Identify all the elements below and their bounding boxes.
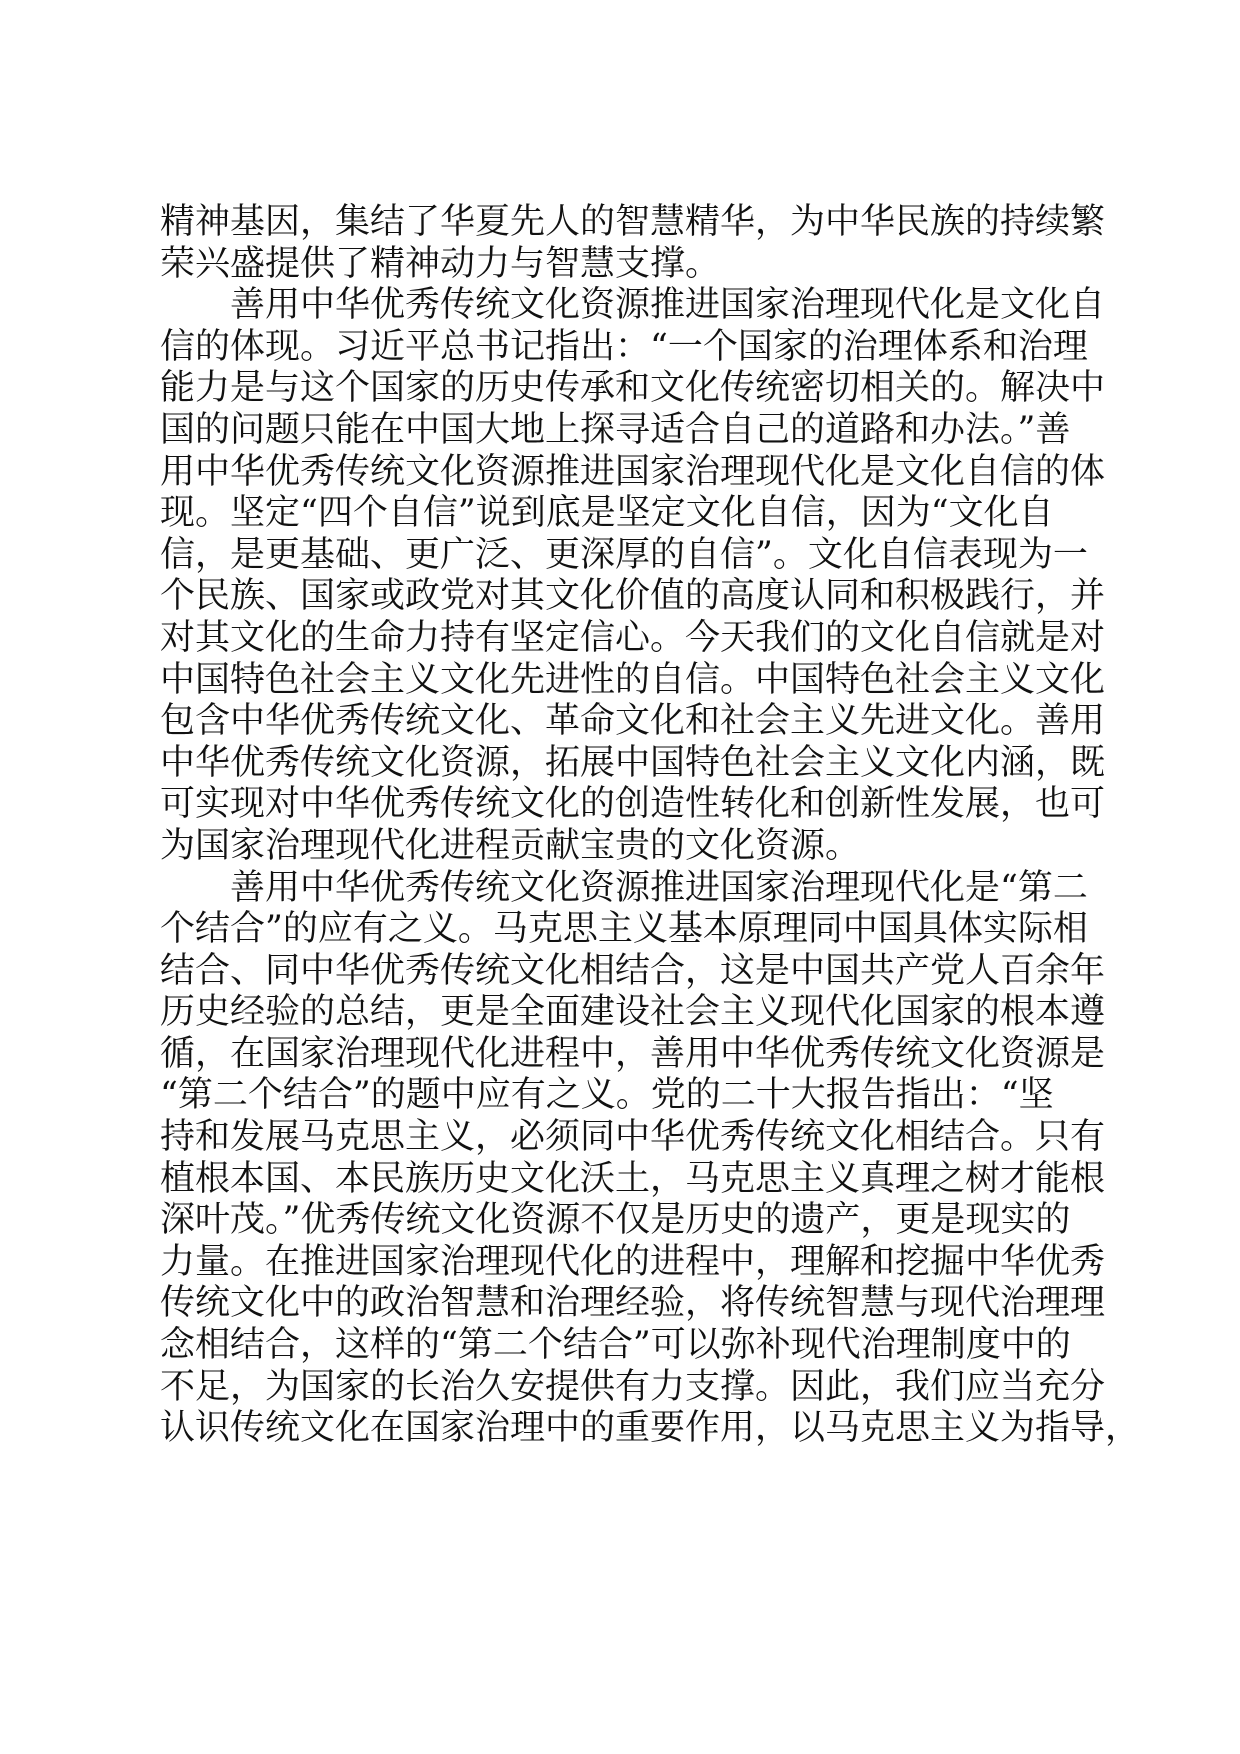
paragraph-2 bbox=[160, 285, 1106, 867]
text-line: 认识传统文化在国家治理中的重要作用，以马克思主义为指导， bbox=[160, 1408, 1141, 1449]
text-line: 不足，为国家的长治久安提供有力支撑。因此，我们应当充分 bbox=[160, 1366, 1106, 1407]
text-line: 循，在国家治理现代化进程中，善用中华优秀传统文化资源是 bbox=[160, 1033, 1106, 1074]
text-line: 能力是与这个国家的历史传承和文化传统密切相关的。解决中 bbox=[160, 368, 1106, 409]
text-line: 历史经验的总结，更是全面建设社会主义现代化国家的根本遵 bbox=[160, 992, 1106, 1033]
text-line: 荣兴盛提供了精神动力与智慧支撑。 bbox=[160, 243, 721, 284]
text-line: 念相结合，这样的“第二个结合”可以弥补现代治理制度中的 bbox=[160, 1325, 1071, 1366]
text-line: 善用中华优秀传统文化资源推进国家治理现代化是文化自 bbox=[230, 285, 1106, 326]
text-line: 个结合”的应有之义。马克思主义基本原理同中国具体实际相 bbox=[160, 909, 1088, 950]
text-line: 善用中华优秀传统文化资源推进国家治理现代化是“第二 bbox=[230, 867, 1088, 908]
text-line: 中国特色社会主义文化先进性的自信。中国特色社会主义文化 bbox=[160, 659, 1106, 700]
text-line: 包含中华优秀传统文化、革命文化和社会主义先进文化。善用 bbox=[160, 701, 1106, 742]
paragraph-3 bbox=[160, 867, 1141, 1450]
text-line: 为国家治理现代化进程贡献宝贵的文化资源。 bbox=[160, 825, 861, 866]
text-line: 信，是更基础、更广泛、更深厚的自信”。文化自信表现为一 bbox=[160, 534, 1088, 575]
text-line: 现。坚定“四个自信”说到底是坚定文化自信，因为“文化自 bbox=[160, 493, 1054, 534]
text-line: 深叶茂。”优秀传统文化资源不仅是历史的遗产，更是现实的 bbox=[160, 1200, 1071, 1241]
text-line: 精神基因，集结了华夏先人的智慧精华，为中华民族的持续繁 bbox=[160, 202, 1106, 242]
text-line: 持和发展马克思主义，必须同中华优秀传统文化相结合。只有 bbox=[160, 1117, 1106, 1158]
text-line: 植根本国、本民族历史文化沃土，马克思主义真理之树才能根 bbox=[160, 1158, 1106, 1199]
text-line: 信的体现。习近平总书记指出：“一个国家的治理体系和治理 bbox=[160, 326, 1088, 367]
paragraph-1 bbox=[160, 202, 1106, 285]
text-line: 个民族、国家或政党对其文化价值的高度认同和积极践行，并 bbox=[160, 576, 1106, 617]
text-line: “第二个结合”的题中应有之义。党的二十大报告指出：“坚 bbox=[160, 1075, 1054, 1116]
text-line: 结合、同中华优秀传统文化相结合，这是中国共产党人百余年 bbox=[160, 950, 1106, 991]
text-line: 力量。在推进国家治理现代化的进程中，理解和挖掘中华优秀 bbox=[160, 1241, 1106, 1282]
text-line: 中华优秀传统文化资源，拓展中国特色社会主义文化内涵，既 bbox=[160, 742, 1106, 783]
body-text bbox=[160, 202, 1141, 1450]
text-line: 国的问题只能在中国大地上探寻适合自己的道路和办法。”善 bbox=[160, 409, 1071, 450]
text-line: 对其文化的生命力持有坚定信心。今天我们的文化自信就是对 bbox=[160, 617, 1106, 658]
text-line: 传统文化中的政治智慧和治理经验，将传统智慧与现代治理理 bbox=[160, 1283, 1106, 1324]
text-line: 用中华优秀传统文化资源推进国家治理现代化是文化自信的体 bbox=[160, 451, 1106, 492]
text-line: 可实现对中华优秀传统文化的创造性转化和创新性发展，也可 bbox=[160, 784, 1106, 825]
